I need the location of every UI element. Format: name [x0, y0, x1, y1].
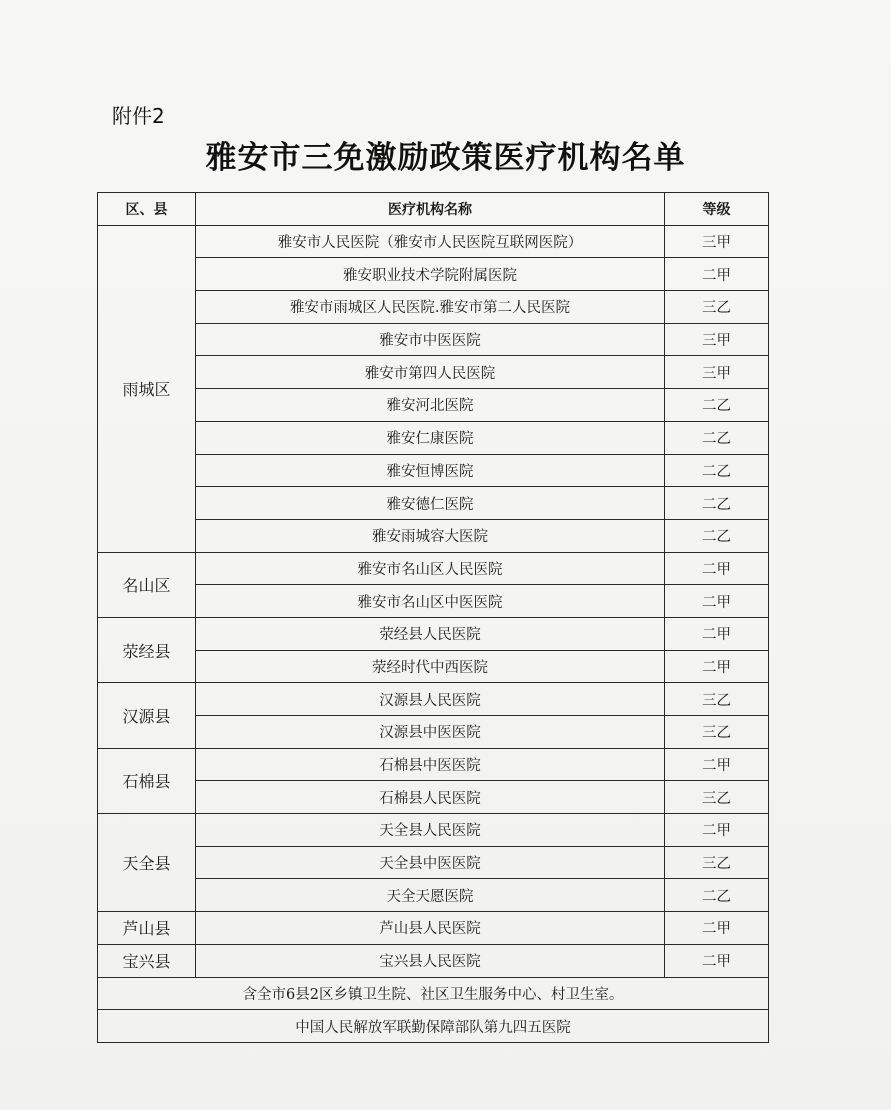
grade-cell: 二甲: [665, 552, 769, 585]
district-cell: 名山区: [98, 552, 196, 617]
grade-cell: 三乙: [665, 781, 769, 814]
table-row: [98, 650, 769, 683]
grade-cell: 二甲: [665, 585, 769, 618]
note-cell: 含全市6县2区乡镇卫生院、社区卫生服务中心、村卫生室。: [98, 977, 769, 1010]
grade-cell: 三乙: [665, 846, 769, 879]
header-grade: 等级: [665, 193, 769, 226]
table-row: [98, 389, 769, 422]
grade-cell: 二甲: [665, 944, 769, 977]
district-cell: 汉源县: [98, 683, 196, 748]
table-row: [98, 716, 769, 749]
annex-label: 附件2: [112, 104, 165, 128]
district-cell: 石棉县: [98, 748, 196, 813]
hospital-name-cell: 雅安仁康医院: [196, 421, 665, 454]
header-name: 医疗机构名称: [196, 193, 665, 226]
table-row: [98, 781, 769, 814]
district-cell: 天全县: [98, 814, 196, 912]
hospital-name-cell: 雅安职业技术学院附属医院: [196, 258, 665, 291]
grade-cell: 二甲: [665, 617, 769, 650]
table-body: [98, 225, 769, 1042]
table-row: [98, 258, 769, 291]
table-row: [98, 225, 769, 258]
hospital-name-cell: 雅安市中医医院: [196, 323, 665, 356]
grade-cell: 三乙: [665, 716, 769, 749]
table-row: [98, 421, 769, 454]
note-cell: 中国人民解放军联勤保障部队第九四五医院: [98, 1010, 769, 1043]
hospital-name-cell: 芦山县人民医院: [196, 912, 665, 945]
grade-cell: 二甲: [665, 748, 769, 781]
grade-cell: 三甲: [665, 225, 769, 258]
document-title: 雅安市三免激励政策医疗机构名单: [205, 140, 686, 176]
table-row: [98, 291, 769, 324]
grade-cell: 二甲: [665, 258, 769, 291]
hospital-name-cell: 雅安雨城容大医院: [196, 519, 665, 552]
hospital-name-cell: 雅安河北医院: [196, 389, 665, 422]
table-row: [98, 552, 769, 585]
grade-cell: 三乙: [665, 291, 769, 324]
hospital-name-cell: 汉源县人民医院: [196, 683, 665, 716]
hospital-name-cell: 雅安恒博医院: [196, 454, 665, 487]
table-row: [98, 944, 769, 977]
table-header-row: [98, 193, 769, 226]
grade-cell: 二乙: [665, 487, 769, 520]
hospital-name-cell: 荥经县人民医院: [196, 617, 665, 650]
grade-cell: 三乙: [665, 683, 769, 716]
table-row: [98, 683, 769, 716]
district-cell: 雨城区: [98, 225, 196, 552]
table-row: [98, 748, 769, 781]
hospital-name-cell: 雅安市名山区中医医院: [196, 585, 665, 618]
header-district: 区、县: [98, 193, 196, 226]
grade-cell: 三甲: [665, 323, 769, 356]
hospital-name-cell: 雅安市第四人民医院: [196, 356, 665, 389]
table-row: [98, 356, 769, 389]
table-row: [98, 617, 769, 650]
table-row: [98, 487, 769, 520]
note-row: [98, 977, 769, 1010]
table-row: [98, 519, 769, 552]
hospital-name-cell: 石棉县人民医院: [196, 781, 665, 814]
grade-cell: 二乙: [665, 389, 769, 422]
grade-cell: 二甲: [665, 814, 769, 847]
district-cell: 荥经县: [98, 617, 196, 682]
hospital-name-cell: 宝兴县人民医院: [196, 944, 665, 977]
grade-cell: 二乙: [665, 421, 769, 454]
hospital-name-cell: 雅安市人民医院（雅安市人民医院互联网医院）: [196, 225, 665, 258]
grade-cell: 二甲: [665, 912, 769, 945]
hospital-name-cell: 天全天愿医院: [196, 879, 665, 912]
table-row: [98, 912, 769, 945]
hospital-name-cell: 雅安市名山区人民医院: [196, 552, 665, 585]
grade-cell: 三甲: [665, 356, 769, 389]
hospital-name-cell: 汉源县中医医院: [196, 716, 665, 749]
grade-cell: 二甲: [665, 650, 769, 683]
hospital-name-cell: 雅安德仁医院: [196, 487, 665, 520]
table-row: [98, 454, 769, 487]
hospital-name-cell: 荥经时代中西医院: [196, 650, 665, 683]
table-row: [98, 323, 769, 356]
table-row: [98, 846, 769, 879]
district-cell: 芦山县: [98, 912, 196, 945]
hospital-name-cell: 石棉县中医医院: [196, 748, 665, 781]
hospital-name-cell: 天全县人民医院: [196, 814, 665, 847]
table-row: [98, 585, 769, 618]
district-cell: 宝兴县: [98, 944, 196, 977]
grade-cell: 二乙: [665, 879, 769, 912]
note-row: [98, 1010, 769, 1043]
hospital-table: [97, 192, 769, 1043]
hospital-name-cell: 天全县中医医院: [196, 846, 665, 879]
grade-cell: 二乙: [665, 519, 769, 552]
grade-cell: 二乙: [665, 454, 769, 487]
table-row: [98, 814, 769, 847]
hospital-name-cell: 雅安市雨城区人民医院.雅安市第二人民医院: [196, 291, 665, 324]
table-row: [98, 879, 769, 912]
